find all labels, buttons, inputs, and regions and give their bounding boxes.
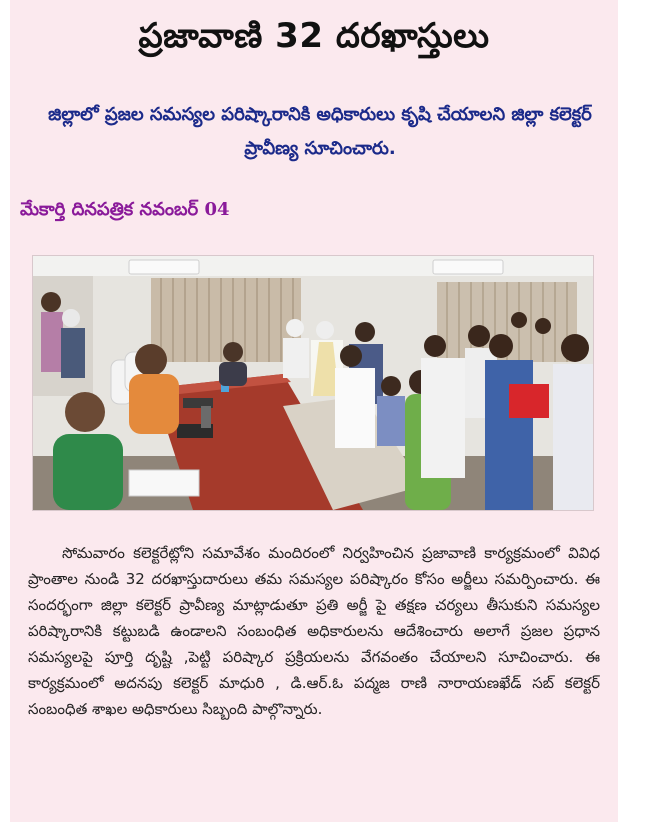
subheadline: జిల్లాలో ప్రజల సమస్యల పరిష్కారానికి అధికారులు కృషి చేయాలని జిల్లా కలెక్టర్ ప్రావీణ్య సూచించారు. <box>48 104 592 159</box>
newspaper-clipping <box>10 0 618 822</box>
news-photo <box>32 255 594 511</box>
article-body: సోమవారం కలెక్టరేట్లోని సమావేశం మందిరంలో నిర్వహించిన ప్రజావాణి కార్యక్రమంలో వివిధ ప్రాంతాల నుండి 32 దరఖాస్తుదారులు తమ సమస్యల పరిష్కారం కోసం అర్జీలు సమర్పించారు. ఈ సందర్భంగా జిల్లా కలెక్టర్ ప్రావీణ్య మాట్లాడుతూ ప్రతి అర్జీ పై తక్షణ చర్యలు తీసుకుని సమస్యల పరిష్కారానికి కట్టుబడి ఉండాలని సంబంధిత అధికారులను ఆదేశించారు అలాగే ప్రజల ప్రధాన సమస్యలపై పూర్తి దృష్టి ,పెట్టి పరిష్కార ప్రక్రియలను వేగవంతం చేయాలని సూచించారు. ఈ కార్యక్రమంలో అదనపు కలెక్టర్ మాధురి , డి.ఆర్.ఓ పద్మజ రాణి నారాయణఖేడ్ సబ్ కలెక్టర్ సంబంధిత శాఖల అధికారులు సిబ్బంది పాల్గొన్నారు. <box>28 544 600 718</box>
dateline: మేకార్తి దినపత్రిక నవంబర్ 04 <box>20 199 230 220</box>
headline: ప్రజావాణి 32 దరఖాస్తులు <box>138 16 490 56</box>
